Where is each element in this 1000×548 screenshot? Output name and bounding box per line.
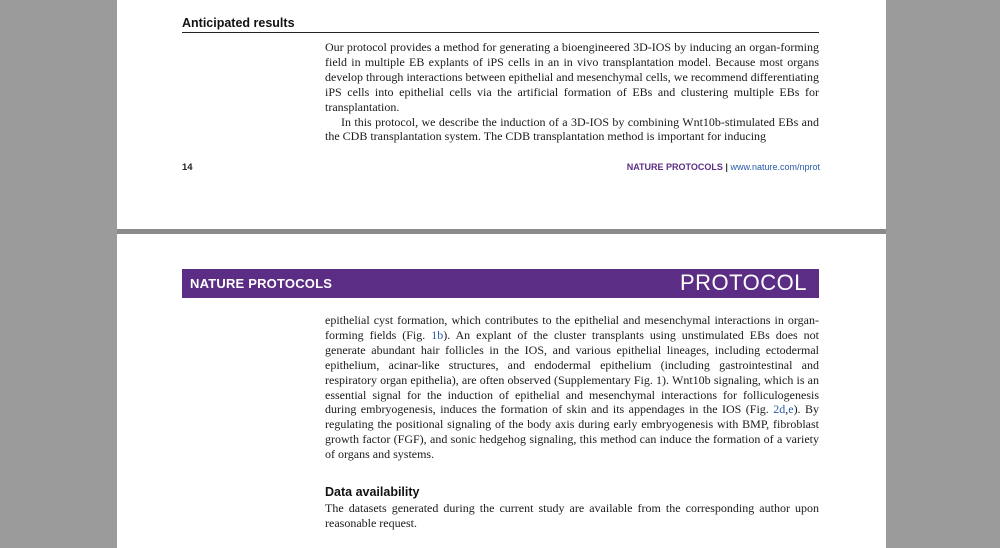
journal-banner	[182, 269, 819, 298]
footer-url-link[interactable]: www.nature.com/nprot	[730, 162, 820, 172]
banner-article-type: PROTOCOL	[679, 270, 807, 295]
section-title: Anticipated results	[182, 16, 819, 33]
text-segment: ,	[785, 402, 789, 417]
text-segment: ). An explant of the cluster transplants using unstimulated EBs does not generate abundant hair follicles in the IOS, and various epithelial lineages, including ectodermal epithelium, acinar-like structures, and endodermal epithelium (including gastrointestinal and respiratory organ epithelia), are often observed (Supplementary Fig. 1). Wnt10b signaling, which is an essential signal for the induction of epithelial and mesenchymal interactions for folliculogenesis during embryogenesis, induces the formation of skin and its appendages in the IOS (Fig.	[325, 327, 819, 417]
figure-ref-link[interactable]: 2d	[773, 402, 786, 417]
document-page-bottom	[117, 234, 886, 548]
paragraph: The datasets generated during the current study are available from the corresponding author upon reasonable request.	[325, 501, 819, 530]
paragraph: Our protocol provides a method for generating a bioengineered 3D-IOS by inducing an organ-forming field in multiple EB explants of iPS cells in an in vivo transplantation model. Because most organs develop through interactions between epithelial and mesenchymal cells, we recommend differentiating iPS cells into epithelial cells via the artificial formation of EBs and clustering multiple EBs for transplantation.	[325, 40, 819, 114]
footer-journal-name: NATURE PROTOCOLS	[626, 162, 723, 172]
text-segment: ). By regulating the positional signaling of the body axis during early embryogenesis with BMP, fibroblast growth factor (FGF), and sonic hedgehog signaling, this method can induce the formation of a variety of organs and systems.	[325, 402, 820, 462]
paragraph	[325, 313, 819, 462]
continued-text	[325, 313, 819, 462]
figure-ref-link[interactable]: 1b	[431, 327, 444, 342]
text-segment: epithelial cyst formation, which contributes to the epithelial and mesenchymal interactions in organ-forming fields (Fig.	[325, 313, 819, 342]
page-footer	[627, 162, 820, 172]
paragraph: In this protocol, we describe the induction of a 3D-IOS by combining Wnt10b-stimulated EBs and the CDB transplantation system. The CDB transplantation method is important for inducing	[325, 114, 819, 144]
banner-journal-name: NATURE PROTOCOLS	[190, 276, 333, 291]
anticipated-results-text	[325, 40, 819, 144]
data-availability-heading: Data availability	[325, 485, 420, 499]
footer-separator: |	[725, 162, 728, 172]
document-page-top	[117, 0, 886, 229]
page-number: 14	[182, 162, 193, 173]
data-availability-text	[325, 501, 819, 531]
figure-ref-link[interactable]: e	[788, 402, 794, 417]
